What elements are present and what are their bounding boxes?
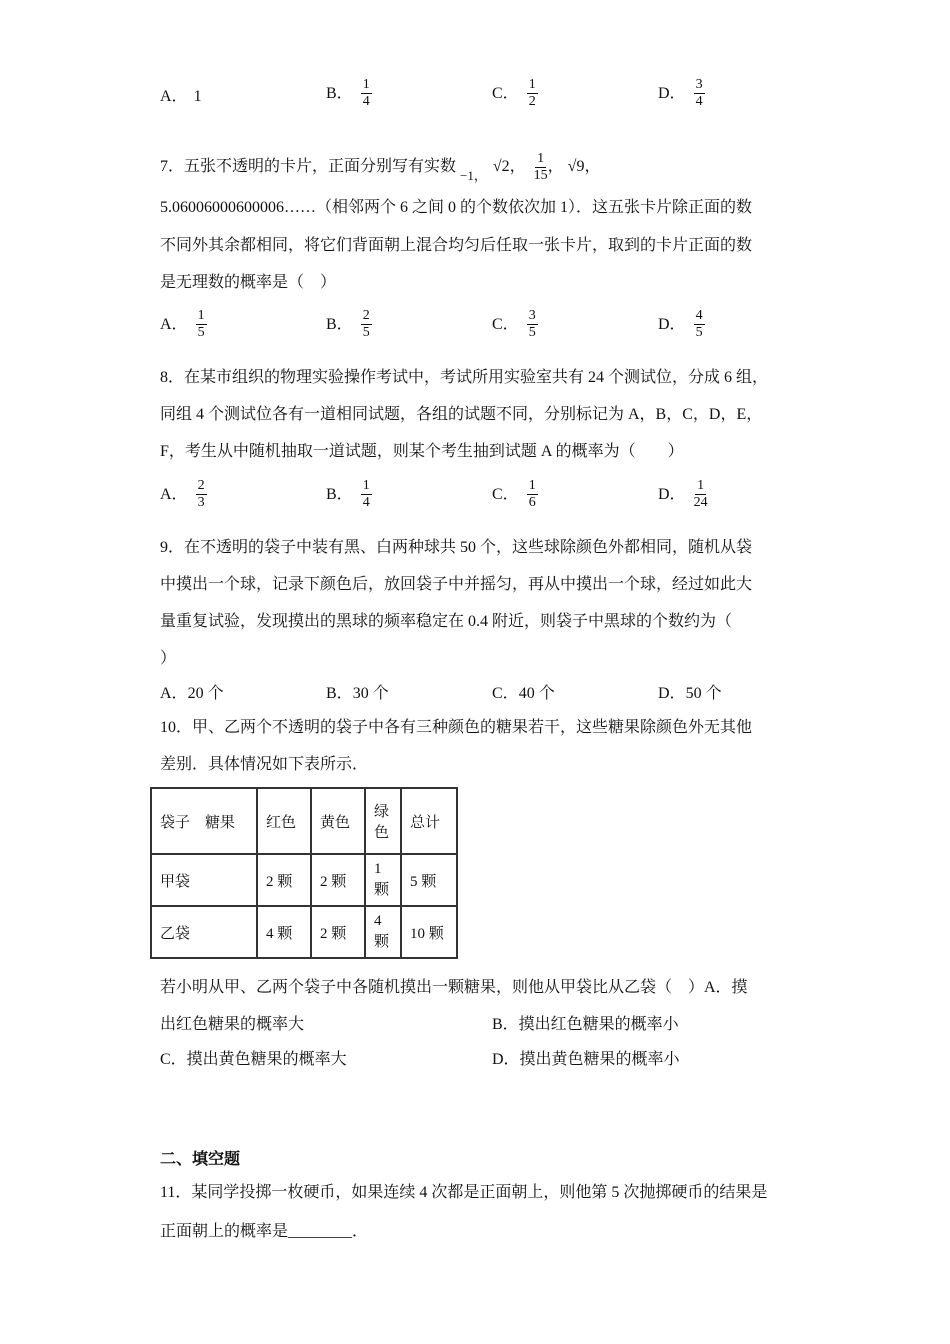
q6-option-a [160,87,202,107]
q8-line-3: F，考生从中随机抽取一道试题，则某个考生抽到试题 A 的概率为（ ） [160,443,684,460]
fraction [527,478,538,511]
numerator: 1 [362,77,370,92]
option-value: 1 [193,88,202,105]
denominator: 5 [362,325,370,340]
table-cell: 10 颗 [401,906,457,958]
option-label: C． [492,315,519,333]
option-label: B． [326,485,353,503]
section-heading: 二、填空题 [160,1151,241,1168]
q10-option-d: D．摸出黄色糖果的概率小 [492,1051,680,1068]
q8-option-c [492,478,538,511]
numerator: 1 [197,308,205,323]
option-label: A． [160,88,188,105]
table-header: 总计 [401,788,457,854]
numerator: 4 [695,308,703,323]
q7-line-1 [160,148,600,186]
fraction-1-15 [534,151,548,184]
table-cell: 4 颗 [365,906,401,958]
fraction [361,308,372,341]
q8-option-a [160,478,207,511]
q7-option-c [492,308,538,341]
q9-option-a [160,684,224,704]
q7-option-a [160,308,207,341]
numerator: 1 [537,150,545,166]
denominator: 3 [197,495,205,510]
table-row [151,854,457,906]
q10-line-4: 出红色糖果的概率大 [160,1016,305,1033]
q7-option-b [326,308,372,341]
denominator: 4 [362,94,370,109]
table-cell: 5 颗 [401,854,457,906]
q10-line-3: 若小明从甲、乙两个袋子中各随机摸出一颗糖果，则他从甲袋比从乙袋（ ）A．摸 [160,979,748,996]
fraction [196,478,207,511]
denominator: 5 [197,325,205,340]
option-label: C． [492,485,519,503]
numerator: 2 [197,478,205,493]
q7-line-2: 5.06006000600006……（相邻两个 6 之间 0 的个数依次加 1）．这五张卡片除正面的数 [160,199,753,216]
table-header: 黄色 [311,788,365,854]
table-row [151,906,457,958]
q9-option-c [492,684,555,704]
q7-line-4: 是无理数的概率是（ ） [160,274,337,291]
math-sqrt-2: √2， [492,158,526,175]
table-header-row [151,788,457,854]
table-cell: 2 颗 [311,906,365,958]
option-label: B． [326,685,353,702]
option-value: 20 个 [187,685,224,702]
q8-option-d [658,478,708,511]
candy-table [150,787,458,959]
table-cell: 2 颗 [311,854,365,906]
q9-line-1: 9．在不透明的袋子中装有黑、白两种球共 50 个，这些球除颜色外都相同，随机从袋 [160,539,753,556]
fraction [694,308,705,341]
numerator: 3 [528,308,536,323]
q6-option-b [326,77,372,110]
denominator: 5 [695,325,703,340]
option-value: 50 个 [685,685,722,702]
denominator: 5 [528,325,536,340]
option-label: A． [160,315,188,333]
table-cell: 4 颗 [257,906,311,958]
option-label: A． [160,685,188,702]
table-cell: 1 颗 [365,854,401,906]
q11-line-1: 11．某同学投掷一枚硬币，如果连续 4 次都是正面朝上，则他第 5 次抛掷硬币的结果是 [160,1184,768,1201]
table-header: 袋子 糖果 [151,788,257,854]
fraction [694,478,708,511]
q9-option-d [658,684,722,704]
math-minus-one: −1， [460,168,487,183]
fraction [527,308,538,341]
table-cell: 乙袋 [151,906,257,958]
option-label: D． [658,485,686,503]
q7-line-3: 不同外其余都相同，将它们背面朝上混合均匀后任取一张卡片，取到的卡片正面的数 [160,237,753,254]
numerator: 1 [362,478,370,493]
table-header: 红色 [257,788,311,854]
option-label: D． [658,315,686,333]
denominator: 24 [693,495,708,510]
q6-option-d [658,77,705,110]
denominator: 6 [528,495,536,510]
numerator: 2 [362,308,370,323]
table-cell: 甲袋 [151,854,257,906]
fraction [361,77,372,110]
fraction [527,77,538,110]
q10-line-2: 差别．具体情况如下表所示． [160,756,369,773]
option-value: 30 个 [352,685,389,702]
option-value: 40 个 [518,685,555,702]
option-label: C． [492,685,519,702]
numerator: 1 [528,77,536,92]
option-label: B． [326,315,353,333]
q7-text: 7．五张不透明的卡片，正面分别写有实数 [160,158,457,175]
q8-option-b [326,478,372,511]
q10-line-1: 10．甲、乙两个不透明的袋子中各有三种颜色的糖果若干，这些糖果除颜色外无其他 [160,719,753,736]
table-header: 绿色 [365,788,401,854]
fraction [694,77,705,110]
numerator: 3 [695,77,703,92]
q9-option-b [326,684,389,704]
q8-line-2: 同组 4 个测试位各有一道相同试题，各组的试题不同，分别标记为 A，B，C，D，E， [160,406,763,423]
denominator: 15 [533,167,548,183]
q11-line-2: 正面朝上的概率是________． [160,1223,369,1240]
q7-option-d [658,308,705,341]
table-cell: 2 颗 [257,854,311,906]
q9-line-4: ） [160,650,177,667]
denominator: 4 [362,495,370,510]
option-label: C． [492,84,519,102]
separator: ， [547,158,564,175]
numerator: 1 [697,478,705,493]
q9-line-3: 量重复试验，发现摸出的黑球的频率稳定在 0.4 附近，则袋子中黑球的个数约为（ [160,613,733,630]
option-label: A． [160,485,188,503]
option-label: D． [658,84,686,102]
denominator: 4 [695,94,703,109]
denominator: 2 [528,94,536,109]
q10-option-c: C．摸出黄色糖果的概率大 [160,1051,347,1068]
numerator: 1 [528,478,536,493]
fraction [361,478,372,511]
option-label: D． [658,685,686,702]
fraction [196,308,207,341]
q10-option-b: B．摸出红色糖果的概率小 [492,1016,679,1033]
q6-option-c [492,77,538,110]
math-sqrt-9: √9， [567,158,601,175]
q9-line-2: 中摸出一个球，记录下颜色后，放回袋子中并摇匀，再从中摸出一个球，经过如此大 [160,576,753,593]
q8-line-1: 8．在某市组织的物理实验操作考试中，考试所用实验室共有 24 个测试位，分成 6 组， [160,369,769,386]
option-label: B． [326,84,353,102]
